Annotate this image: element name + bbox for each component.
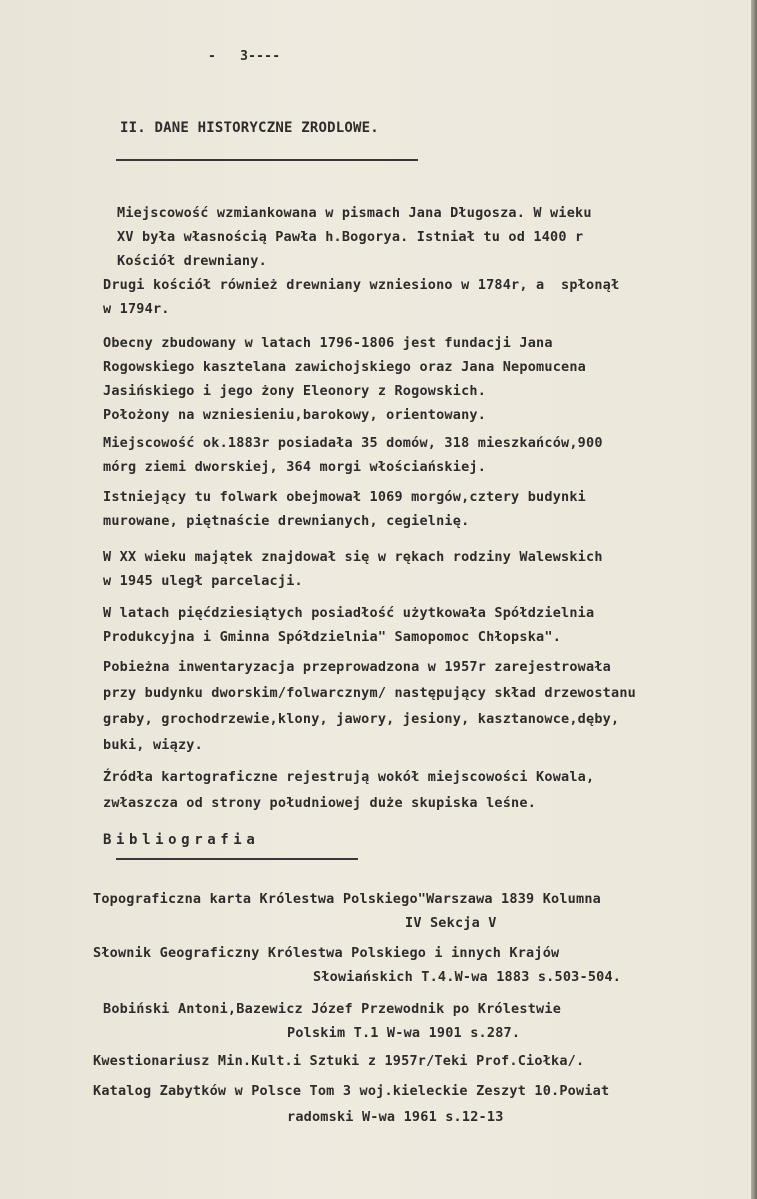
- body-line: graby, grochodrzewie,klony, jawory, jesiony, kasztanowce,dęby,: [103, 711, 620, 727]
- bibliography-entry: IV Sekcja V: [405, 915, 497, 931]
- body-line: Drugi kościół również drewniany wzniesiono w 1784r, a spłonął: [103, 277, 620, 293]
- bibliography-entry: Polskim T.1 W-wa 1901 s.287.: [287, 1025, 521, 1041]
- body-line: Źródła kartograficzne rejestrują wokół miejscowości Kowala,: [103, 769, 595, 785]
- bibliography-entry: Topograficzna karta Królestwa Polskiego"Warszawa 1839 Kolumna: [93, 891, 601, 907]
- bibliography-entry: Słowiańskich T.4.W-wa 1883 s.503-504.: [313, 969, 622, 985]
- body-line: przy budynku dworskim/folwarcznym/ następujący skład drzewostanu: [103, 685, 636, 701]
- body-line: Miejscowość wzmiankowana w pismach Jana Długosza. W wieku: [117, 205, 592, 221]
- body-line: Pobieżna inwentaryzacja przeprowadzona w 1957r zarejestrowała: [103, 659, 611, 675]
- bibliography-heading: Bibliografia: [103, 832, 260, 848]
- body-line: XV była własnością Pawła h.Bogorya. Istniał tu od 1400 r: [117, 229, 584, 245]
- page-edge-shadow: [751, 0, 757, 1199]
- bibliography-underline: [116, 858, 358, 860]
- bibliography-entry: Katalog Zabytków w Polsce Tom 3 woj.kieleckie Zeszyt 10.Powiat: [93, 1083, 610, 1099]
- body-line: Kościół drewniany.: [117, 253, 267, 269]
- bibliography-entry: radomski W-wa 1961 s.12-13: [287, 1109, 504, 1125]
- page-number: - 3----: [208, 49, 281, 64]
- body-line: Rogowskiego kasztelana zawichojskiego oraz Jana Nepomucena: [103, 359, 587, 375]
- body-line: Istniejący tu folwark obejmował 1069 morgów,cztery budynki: [103, 489, 587, 505]
- body-line: mórg ziemi dworskiej, 364 morgi włościańskiej.: [103, 459, 487, 475]
- body-line: w 1945 uległ parcelacji.: [103, 573, 303, 589]
- body-line: buki, wiązy.: [103, 737, 203, 753]
- body-line: Jasińskiego i jego żony Eleonory z Rogowskich.: [103, 383, 487, 399]
- body-line: w 1794r.: [103, 301, 170, 317]
- heading-underline: [116, 159, 418, 161]
- body-line: zwłaszcza od strony południowej duże skupiska leśne.: [103, 795, 537, 811]
- body-line: Położony na wzniesieniu,barokowy, orientowany.: [103, 407, 487, 423]
- bibliography-entry: Kwestionariusz Min.Kult.i Sztuki z 1957r/Teki Prof.Ciołka/.: [93, 1053, 585, 1069]
- bibliography-entry: Bobiński Antoni,Bazewicz Józef Przewodnik po Królestwie: [103, 1001, 562, 1017]
- bibliography-entry: Słownik Geograficzny Królestwa Polskiego i innych Krajów: [93, 945, 560, 961]
- section-heading: II. DANE HISTORYCZNE ZRODLOWE.: [120, 120, 379, 136]
- body-line: Produkcyjna i Gminna Spółdzielnia" Samopomoc Chłopska".: [103, 629, 562, 645]
- body-line: Obecny zbudowany w latach 1796-1806 jest fundacji Jana: [103, 335, 553, 351]
- body-line: W latach pięćdziesiątych posiadłość użytkowała Spółdzielnia: [103, 605, 595, 621]
- body-line: murowane, piętnaście drewnianych, cegielnię.: [103, 513, 470, 529]
- body-line: W XX wieku majątek znajdował się w rękach rodziny Walewskich: [103, 549, 603, 565]
- body-line: Miejscowość ok.1883r posiadała 35 domów, 318 mieszkańców,900: [103, 435, 603, 451]
